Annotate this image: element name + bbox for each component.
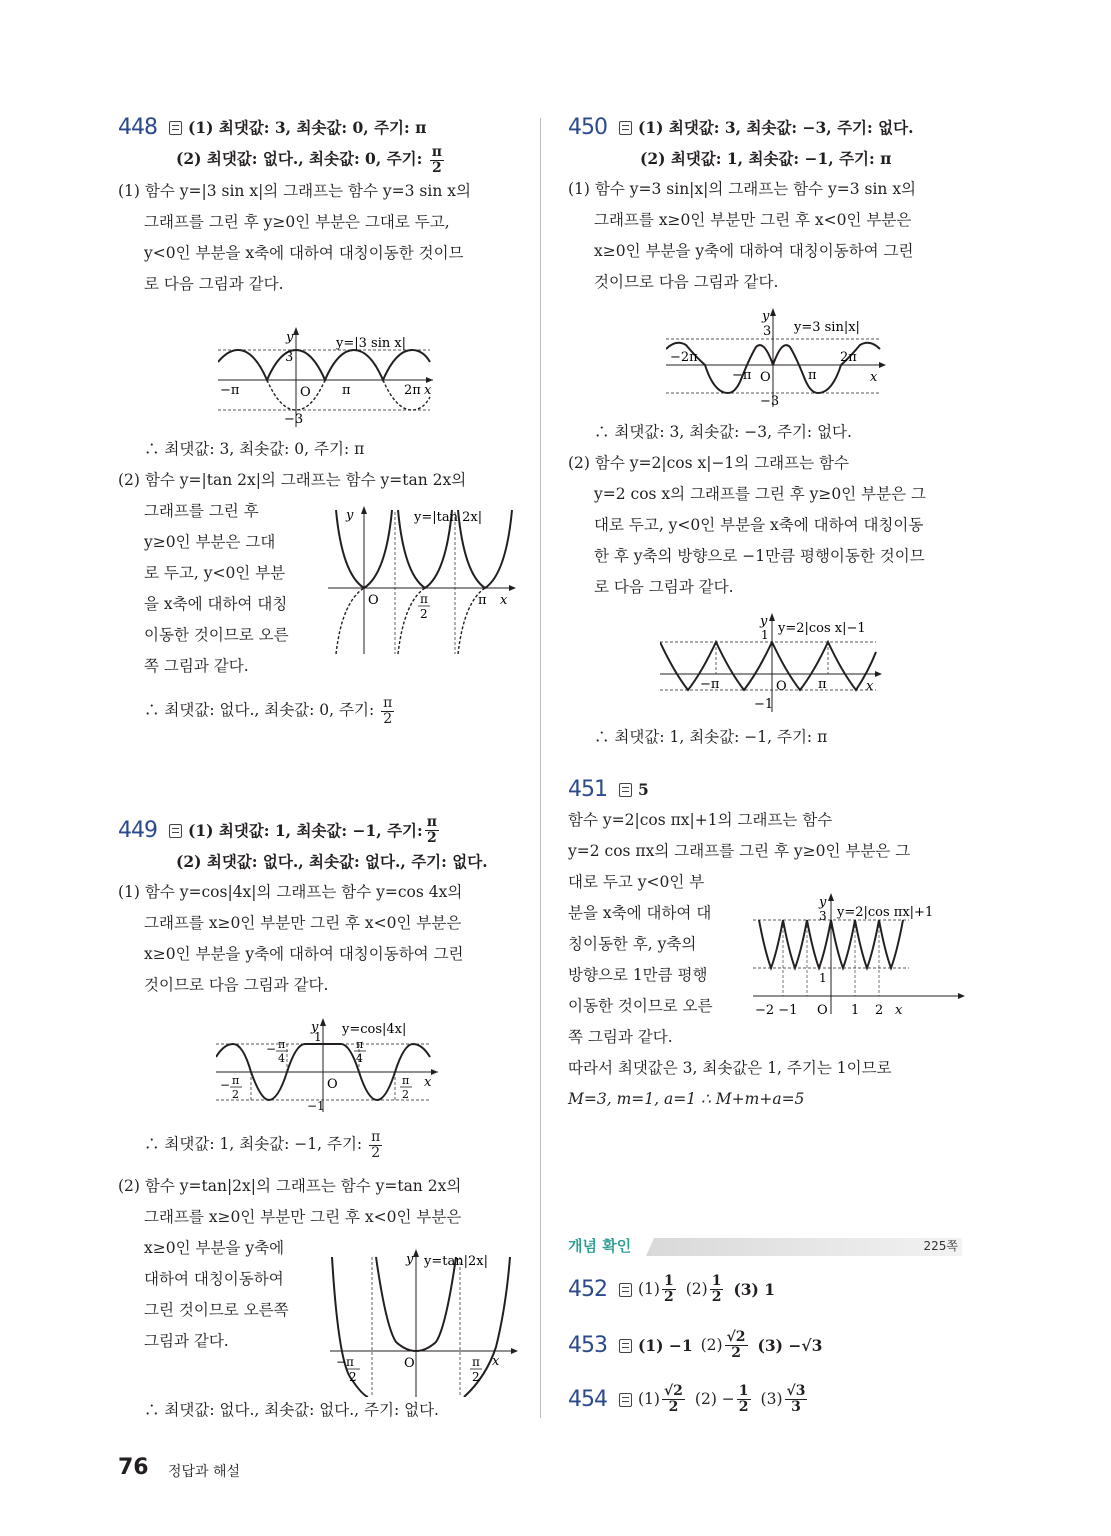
- problem-450-conclusion-2: [568, 722, 968, 753]
- line: x≥0인 부분을 y축에 대하여 대칭이동하여 그린: [144, 945, 464, 963]
- answer-icon: [169, 121, 182, 135]
- tick-label: π: [472, 1355, 480, 1369]
- tick-label: −π: [732, 368, 752, 383]
- axis-y-label: y: [311, 1020, 319, 1035]
- tick-label: −2π: [670, 350, 698, 365]
- concept-band: [646, 1238, 962, 1256]
- answer-label: (1) −1: [638, 1336, 693, 1355]
- conclusion: ∴ 최댓값: 없다., 최솟값: 없다., 주기: 없다.: [144, 1401, 439, 1419]
- problem-450-header: [568, 112, 968, 143]
- line: (1) 함수 y=cos|4x|의 그래프는 함수 y=cos 4x의: [118, 883, 463, 901]
- line: y≥0인 부분은 그대: [144, 533, 276, 551]
- line: 방향으로 1만큼 평행: [568, 966, 708, 984]
- answer-label: (3): [760, 1390, 783, 1408]
- line: 이동한 것이므로 오른: [568, 997, 713, 1015]
- origin-label: O: [404, 1356, 415, 1371]
- answer-label: (1): [638, 1280, 660, 1298]
- problem-number: 452: [568, 1277, 607, 1302]
- fraction: [785, 1384, 808, 1415]
- problem-number: 453: [568, 1333, 607, 1358]
- axis-y-label: y: [406, 1252, 414, 1267]
- answer: 5: [638, 780, 649, 799]
- tick-label: π: [808, 368, 817, 383]
- conclusion: [118, 1129, 518, 1161]
- tick-label: −1: [307, 1099, 325, 1112]
- graph-450-2: [660, 612, 885, 712]
- curve-label: y=3 sin|x|: [794, 320, 860, 335]
- answer-icon: [619, 1283, 632, 1297]
- tick-label: −π: [700, 677, 720, 692]
- problem-number: 448: [118, 115, 157, 140]
- line: y<0인 부분을 x축에 대하여 대칭이동한 것이므: [144, 243, 464, 262]
- axis-x-label: x: [424, 1075, 432, 1090]
- answer-icon: [619, 783, 632, 797]
- fraction: [710, 1274, 724, 1305]
- tick-label: −3: [284, 412, 304, 427]
- fraction-num: π: [431, 143, 442, 160]
- line: 그래프를 그린 후 y≥0인 부분은 그대로 두고,: [144, 212, 450, 231]
- line: (1) 함수 y=|3 sin x|의 그래프는 함수 y=3 sin x의: [118, 181, 471, 200]
- problem-453: [568, 1330, 968, 1361]
- problem-number: 450: [568, 115, 607, 140]
- tick-label: 2: [875, 1003, 884, 1018]
- origin-label: O: [760, 370, 771, 385]
- graph-450-1: [666, 307, 888, 407]
- fraction-num: 1: [738, 1383, 749, 1399]
- tick-label: −π: [336, 1355, 354, 1369]
- curve-label: y=tan|2x|: [424, 1254, 488, 1269]
- tick-label: π: [232, 1074, 240, 1087]
- answer-icon: [619, 121, 632, 135]
- line: 칭이동한 후, y축의: [568, 935, 697, 953]
- line: 그린 것이므로 오른쪽: [144, 1300, 289, 1319]
- tick-label: π: [420, 592, 428, 606]
- tick-label: π: [818, 677, 827, 692]
- fraction: [725, 1330, 748, 1361]
- origin-label: O: [368, 593, 379, 608]
- concept-page: 225쪽: [923, 1239, 958, 1253]
- problem-448-header: [118, 112, 518, 143]
- fraction-den: 2: [371, 1144, 381, 1161]
- fraction-den: 2: [738, 1399, 749, 1415]
- tick-label: 3: [285, 350, 294, 365]
- answer-2: (2) 최댓값: 없다., 최솟값: 없다., 주기: 없다.: [176, 852, 488, 871]
- fraction: [737, 1384, 751, 1415]
- fraction: [381, 696, 394, 727]
- tick-label: π: [356, 1038, 364, 1051]
- answer-icon: [619, 1393, 632, 1407]
- tick-sign: −: [220, 1078, 231, 1092]
- conclusion-text: ∴ 최댓값: 1, 최솟값: −1, 주기:: [144, 1135, 363, 1153]
- fraction-num: π: [383, 694, 393, 711]
- line: 로 두고, y<0인 부분: [144, 564, 286, 582]
- line: 을 x축에 대하여 대칭: [144, 595, 288, 613]
- fraction-den: 2: [431, 159, 442, 176]
- fraction-num: √3: [786, 1383, 806, 1399]
- tick-label: 4: [278, 1052, 285, 1065]
- line: 분을 x축에 대하여 대: [568, 904, 712, 922]
- tick-label: π: [342, 383, 351, 398]
- conclusion: [118, 695, 518, 727]
- answer-label: (3) 1: [733, 1280, 776, 1299]
- problem-452-header: [568, 1274, 968, 1305]
- line: x≥0인 부분을 y축에 대하여 대칭이동하여 그린: [594, 242, 914, 260]
- problem-number: 451: [568, 777, 607, 802]
- tick-label: −2 −1: [755, 1003, 798, 1018]
- line: 그림과 같다.: [144, 1331, 229, 1350]
- line: 것이므로 다음 그림과 같다.: [594, 273, 779, 291]
- graph-448-1: [218, 327, 438, 427]
- tick-label: 2π: [840, 350, 857, 365]
- axis-y-label: y: [286, 330, 294, 345]
- fraction: [425, 815, 439, 846]
- problem-453-header: [568, 1330, 968, 1361]
- axis-x-label: x: [500, 593, 508, 608]
- line: (2) 함수 y=|tan 2x|의 그래프는 함수 y=tan 2x의: [118, 471, 467, 489]
- line: 한 후 y축의 방향으로 −1만큼 평행이동한 것이므: [594, 547, 925, 565]
- line: M=3, m=1, a=1 ∴ M+m+a=5: [568, 1090, 805, 1108]
- answer-1: (1) 최댓값: 3, 최솟값: 0, 주기: π: [188, 118, 427, 137]
- graph-451: [753, 892, 968, 1022]
- curve-label: y=2|cos πx|+1: [837, 905, 934, 920]
- fraction-den: 2: [711, 1289, 722, 1305]
- tick-label: 2π: [404, 383, 421, 398]
- line: 그래프를 그린 후: [144, 502, 259, 520]
- conclusion-text: ∴ 최댓값: 없다., 최솟값: 0, 주기:: [144, 701, 375, 719]
- axis-x-label: x: [492, 1354, 500, 1369]
- problem-450: [568, 112, 968, 298]
- tick-label: 2: [232, 1088, 239, 1101]
- axis-y-label: y: [819, 895, 827, 910]
- line: 대로 두고 y<0인 부: [568, 873, 705, 891]
- tick-label: 4: [356, 1052, 363, 1065]
- tick-sign: −: [266, 1042, 277, 1056]
- axis-x-label: x: [870, 370, 878, 385]
- fraction: [369, 1130, 382, 1161]
- tick-label: 2: [472, 1370, 480, 1384]
- fraction-num: √2: [663, 1383, 683, 1399]
- problem-454-header: [568, 1384, 968, 1415]
- line: 대하여 대칭이동하여: [144, 1269, 284, 1288]
- axis-y-label: y: [346, 508, 354, 523]
- answer-1: (1) 최댓값: 3, 최솟값: −3, 주기: 없다.: [638, 118, 914, 137]
- line: (2) 함수 y=tan|2x|의 그래프는 함수 y=tan 2x의: [118, 1176, 462, 1195]
- tick-label: 3: [763, 324, 772, 339]
- tick-label: −π: [220, 383, 240, 398]
- line: 쪽 그림과 같다.: [568, 1028, 673, 1046]
- curve-label: y=cos|4x|: [342, 1022, 407, 1037]
- problem-454: [568, 1384, 968, 1415]
- answer-label: (2): [700, 1336, 723, 1354]
- axis-y-label: y: [762, 309, 770, 324]
- tick-label: 2: [349, 1370, 357, 1384]
- fraction: [662, 1274, 676, 1305]
- line: y=2 cos πx의 그래프를 그린 후 y≥0인 부분은 그: [568, 842, 911, 860]
- answer-icon: [169, 824, 182, 838]
- line: y=2 cos x의 그래프를 그린 후 y≥0인 부분은 그: [594, 485, 926, 503]
- graph-448-2: [328, 504, 518, 654]
- concept-title: 개념 확인: [568, 1237, 632, 1255]
- axis-x-label: x: [424, 383, 432, 398]
- concept-check-bar: [568, 1235, 962, 1257]
- conclusion: ∴ 최댓값: 3, 최솟값: −3, 주기: 없다.: [594, 423, 852, 441]
- fraction-den: 3: [791, 1399, 801, 1415]
- problem-452: [568, 1274, 968, 1305]
- problem-448-conclusion-2: [118, 695, 518, 727]
- tick-label: 1: [314, 1030, 322, 1044]
- fraction-den: 2: [426, 830, 437, 846]
- answer-2: (2) 최댓값: 1, 최솟값: −1, 주기: π: [640, 149, 892, 168]
- line: 그래프를 x≥0인 부분만 그린 후 x<0인 부분은: [594, 211, 912, 229]
- answer-icon: [619, 1339, 632, 1353]
- answer-label: (2): [685, 1280, 708, 1298]
- fraction-den: 2: [383, 710, 393, 727]
- line: 로 다음 그림과 같다.: [594, 578, 734, 596]
- problem-449: [118, 815, 518, 1001]
- curve-label: y=|tan 2x|: [414, 510, 483, 525]
- tick-label: π: [478, 593, 487, 608]
- tick-label: 2: [420, 607, 428, 621]
- answer-1: (1) 최댓값: 1, 최솟값: −1, 주기:: [188, 821, 423, 840]
- line: 로 다음 그림과 같다.: [144, 274, 284, 293]
- problem-number: 454: [568, 1387, 607, 1412]
- fraction-den: 2: [663, 1289, 674, 1305]
- problem-449-header: [118, 815, 518, 846]
- curve-label: y=|3 sin x|: [336, 336, 407, 351]
- answer-2: [176, 143, 518, 176]
- answer-label: (1): [638, 1390, 660, 1408]
- fraction-num: 1: [711, 1273, 722, 1289]
- line: 이동한 것이므로 오른: [144, 626, 289, 644]
- graph-449-1: [216, 1017, 441, 1112]
- origin-label: O: [327, 1077, 338, 1092]
- line: 쪽 그림과 같다.: [144, 657, 249, 675]
- line: 함수 y=2|cos πx|+1의 그래프는 함수: [568, 811, 833, 829]
- tick-label: 1: [851, 1003, 860, 1018]
- curve-label: y=2|cos x|−1: [778, 621, 866, 636]
- answer-2-text: (2) 최댓값: 없다., 최솟값: 0, 주기:: [176, 149, 423, 168]
- tick-label: −3: [760, 394, 780, 407]
- problem-448: [118, 112, 518, 300]
- line: 대로 두고, y<0인 부분을 x축에 대하여 대칭이동: [594, 516, 924, 534]
- problem-451-header: [568, 774, 968, 805]
- column-divider: [540, 118, 541, 1418]
- axis-x-label: x: [866, 679, 874, 694]
- line: (2) 함수 y=2|cos x|−1의 그래프는 함수: [568, 454, 849, 472]
- line: 따라서 최댓값은 3, 최솟값은 1, 주기는 1이므로: [568, 1059, 892, 1077]
- tick-label: π: [278, 1038, 286, 1051]
- line: (1) 함수 y=3 sin|x|의 그래프는 함수 y=3 sin x의: [568, 180, 917, 198]
- fraction: [430, 145, 444, 176]
- origin-label: O: [300, 385, 311, 400]
- origin-label: O: [776, 679, 787, 694]
- fraction-den: 2: [731, 1345, 741, 1361]
- page-number: 76: [118, 1455, 149, 1480]
- graph-449-2: [330, 1247, 520, 1397]
- conclusion: ∴ 최댓값: 3, 최솟값: 0, 주기: π: [144, 440, 365, 458]
- answer-label: (3) −√3: [757, 1336, 823, 1355]
- answer-label: (2) −: [694, 1390, 735, 1408]
- tick-label: 1: [761, 628, 769, 642]
- axis-x-label: x: [895, 1003, 903, 1018]
- tick-label: 3: [819, 909, 827, 923]
- origin-label: O: [817, 1003, 828, 1018]
- tick-label: 2: [402, 1088, 409, 1101]
- line: 그래프를 x≥0인 부분만 그린 후 x<0인 부분은: [144, 1207, 462, 1226]
- fraction-num: π: [426, 814, 437, 830]
- fraction-den: 2: [668, 1399, 679, 1415]
- fraction: [662, 1384, 685, 1415]
- axis-y-label: y: [760, 614, 768, 629]
- footer-label: 정답과 해설: [168, 1464, 241, 1480]
- problem-449-conclusion-2: [118, 1395, 518, 1426]
- tick-label: −1: [754, 697, 774, 712]
- tick-label: 1: [819, 971, 827, 985]
- problem-number: 449: [118, 818, 157, 843]
- line: 것이므로 다음 그림과 같다.: [144, 976, 329, 994]
- tick-label: π: [402, 1074, 410, 1087]
- line: 그래프를 x≥0인 부분만 그린 후 x<0인 부분은: [144, 914, 462, 932]
- fraction-num: π: [371, 1128, 381, 1145]
- fraction-num: √2: [726, 1329, 746, 1345]
- fraction-num: 1: [663, 1273, 674, 1289]
- problem-450-part2: [568, 417, 968, 603]
- line: x≥0인 부분을 y축에: [144, 1238, 285, 1257]
- conclusion: ∴ 최댓값: 1, 최솟값: −1, 주기: π: [594, 728, 828, 746]
